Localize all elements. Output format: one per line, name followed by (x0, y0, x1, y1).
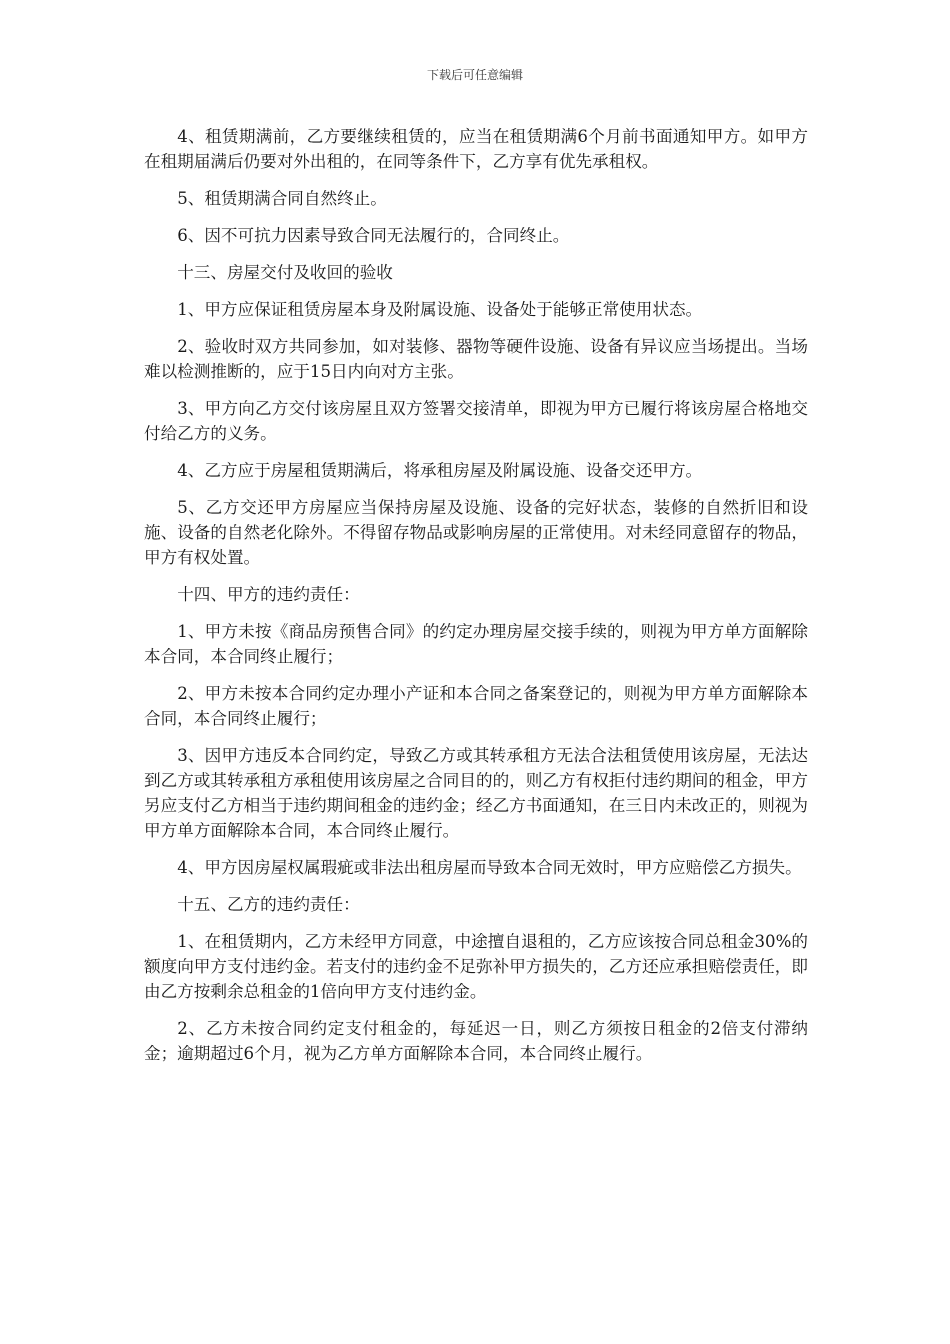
clause-14-3: 3、因甲方违反本合同约定，导致乙方或其转承租方无法合法租赁使用该房屋，无法达到乙方或其转承租方承租使用该房屋之合同目的的，则乙方有权拒付违约期间的租金，甲方另应支付乙方相当于违约期间租金的违约金；经乙方书面通知，在三日内未改正的，则视为甲方单方面解除本合同，本合同终止履行。 (144, 746, 808, 840)
section-heading-14: 十四、甲方的违约责任： (177, 585, 360, 604)
clause-13-4: 4、乙方应于房屋租赁期满后，将承租房屋及附属设施、设备交还甲方。 (177, 461, 703, 480)
clause-15-1: 1、在租赁期内，乙方未经甲方同意，中途擅自退租的，乙方应该按合同总租金30%的额度向甲方支付违约金。若支付的违约金不足弥补甲方损失的，乙方还应承担赔偿责任，即由乙方按剩余总租金的1倍向甲方支付违约金。 (144, 932, 808, 1001)
clause-13-5: 5、乙方交还甲方房屋应当保持房屋及设施、设备的完好状态，装修的自然折旧和设施、设备的自然老化除外。不得留存物品或影响房屋的正常使用。对未经同意留存的物品，甲方有权处置。 (144, 498, 808, 567)
section-heading-15: 十五、乙方的违约责任： (177, 895, 360, 914)
clause-renewal-notice: 4、租赁期满前，乙方要继续租赁的，应当在租赁期满6个月前书面通知甲方。如甲方在租期届满后仍要对外出租的，在同等条件下，乙方享有优先承租权。 (144, 127, 808, 171)
clause-13-1: 1、甲方应保证租赁房屋本身及附属设施、设备处于能够正常使用状态。 (177, 300, 703, 319)
clause-13-2: 2、验收时双方共同参加，如对装修、器物等硬件设施、设备有异议应当场提出。当场难以检测推断的，应于15日内向对方主张。 (144, 337, 808, 381)
clause-expiry-termination: 5、租赁期满合同自然终止。 (177, 189, 387, 208)
clause-14-2: 2、甲方未按本合同约定办理小产证和本合同之备案登记的，则视为甲方单方面解除本合同，本合同终止履行； (144, 684, 808, 728)
clause-14-4: 4、甲方因房屋权属瑕疵或非法出租房屋而导致本合同无效时，甲方应赔偿乙方损失。 (177, 858, 802, 877)
clause-15-2: 2、乙方未按合同约定支付租金的，每延迟一日，则乙方须按日租金的2倍支付滞纳金；逾期超过6个月，视为乙方单方面解除本合同，本合同终止履行。 (144, 1019, 808, 1063)
clause-force-majeure: 6、因不可抗力因素导致合同无法履行的，合同终止。 (177, 226, 570, 245)
section-heading-13: 十三、房屋交付及收回的验收 (177, 263, 393, 282)
document-body (144, 124, 808, 1078)
clause-14-1: 1、甲方未按《商品房预售合同》的约定办理房屋交接手续的，则视为甲方单方面解除本合同，本合同终止履行； (144, 622, 808, 666)
page-header: 下载后可任意编辑 (426, 68, 523, 82)
clause-13-3: 3、甲方向乙方交付该房屋且双方签署交接清单，即视为甲方已履行将该房屋合格地交付给乙方的义务。 (144, 399, 808, 443)
